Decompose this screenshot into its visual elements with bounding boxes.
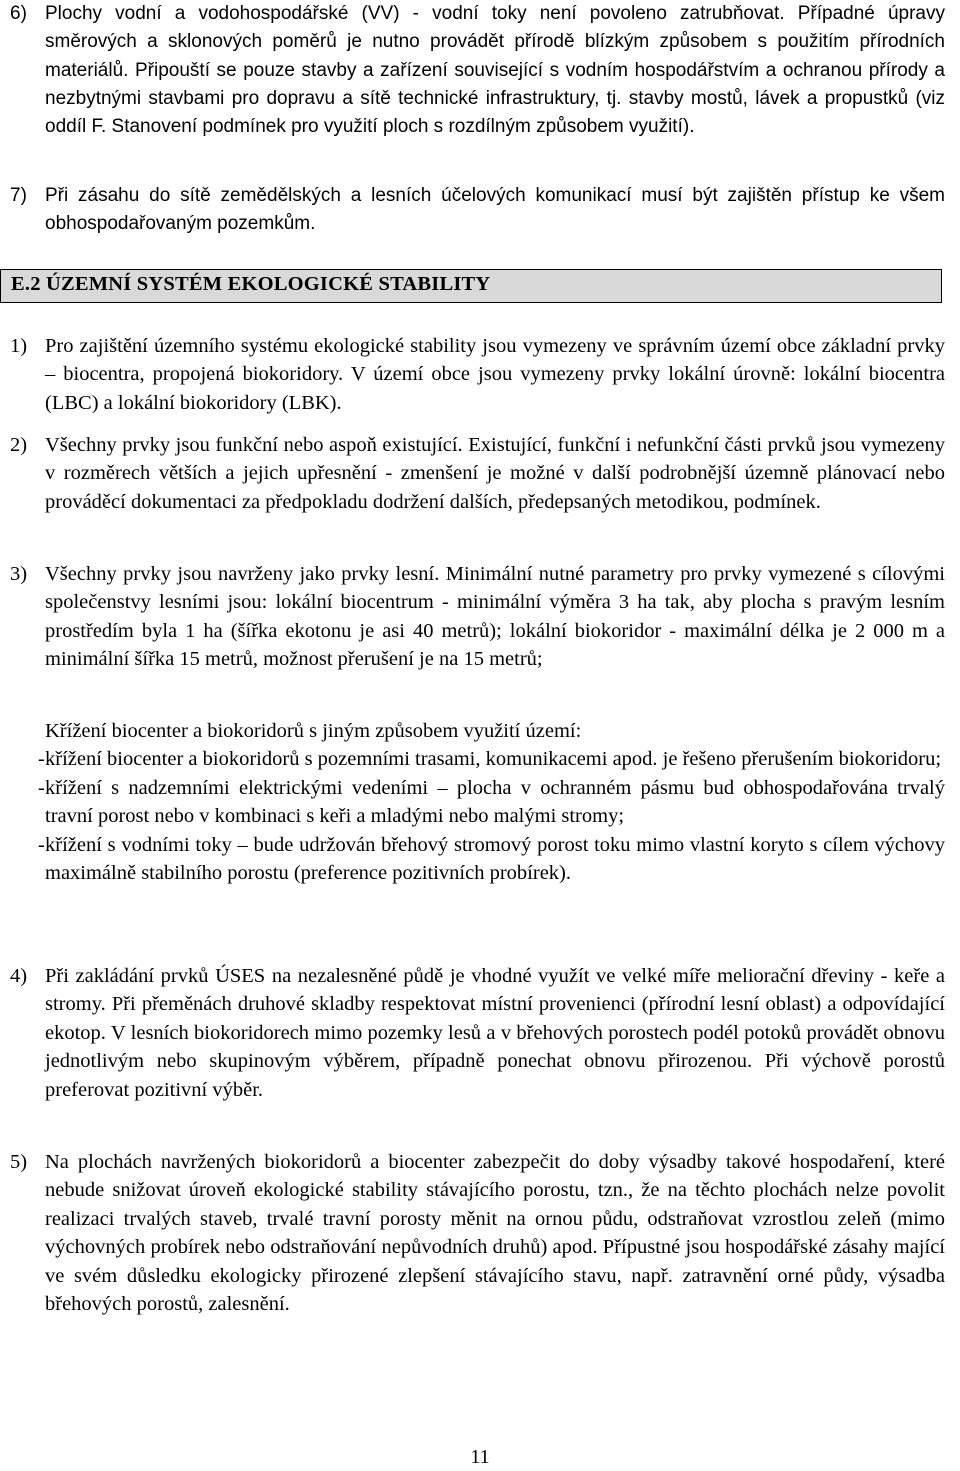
crossing-section: [0, 717, 945, 887]
item-text: Při zásahu do sítě zemědělských a lesních účelových komunikací musí být zajištěn přístup ke všem obhospodařovaným pozemkům.: [45, 185, 945, 235]
item-number: 1): [10, 335, 28, 357]
crossing-item-2: [0, 774, 945, 831]
page-number: 11: [470, 1446, 490, 1468]
item-number: 2): [10, 434, 28, 456]
dash-marker: -: [38, 748, 45, 771]
crossing-title: Křížení biocenter a biokoridorů s jiným způsobem využití území:: [45, 720, 582, 742]
item-number: 3): [10, 563, 28, 585]
item-number: 4): [10, 965, 28, 987]
item-text: Všechny prvky jsou funkční nebo aspoň existující. Existující, funkční i nefunkční části prvků jsou vymezeny v rozměrech větších a jejich upřesnění - zmenšení je možné v další podrobnější územně plánovací nebo prováděcí dokumentaci za předpokladu dodržení dalších, předepsaných metodikou, podmínek.: [45, 434, 945, 513]
item-number: 7): [10, 185, 27, 206]
section-heading-box: [0, 269, 942, 303]
list-item-5: [0, 1148, 945, 1318]
crossing-item-text: křížení biocenter a biokoridorů s pozemními trasami, komunikacemi apod. je řešeno přerušením biokoridoru;: [45, 748, 942, 771]
section-heading: E.2 ÚZEMNÍ SYSTÉM EKOLOGICKÉ STABILITY: [11, 273, 491, 295]
item-text: Na plochách navržených biokoridorů a biocenter zabezpečit do doby výsadby takové hospodaření, které nebude snižovat úroveň ekologické stability stávajícího porostu, tzn., že na těchto plochách nelze povolit realizaci trvalých staveb, trvalé travní porosty měnit na ornou půdu, odstraňovat vzrostlou zeleň (mimo výchovných probírek nebo odstraňování nepůvodních druhů) apod. Přípustné jsou hospodářské zásahy mající ve svém důsledku ekologicky přirozené zlepšení stávajícího stavu, např. zatravnění orné půdy, výsadba břehových porostů, zalesnění.: [45, 1151, 945, 1316]
list-item-6: [0, 0, 945, 141]
list-item-4: [0, 962, 945, 1104]
item-number: 6): [10, 3, 27, 24]
dash-marker: -: [38, 776, 45, 799]
crossing-item-text: křížení s vodními toky – bude udržován břehový stromový porost toku mimo vlastní koryto s cílem výchovy maximálně stabilního porostu (preference pozitivních probírek).: [45, 833, 945, 885]
item-text: Při zakládání prvků ÚSES na nezalesněné půdě je vhodné využít ve velké míře meliorační dřeviny - keře a stromy. Při přeměnách druhové skladby respektovat místní provenienci (přírodní lesní oblast) a odpovídající ekotop. V lesních biokoridorech mimo pozemky lesů a v břehových porostech podél potoků provádět obnovu jednotlivým nebo skupinovým výběrem, případně ponechat obnovu přirozenou. Při výchově porostů preferovat pozitivní výběr.: [45, 965, 945, 1101]
list-item-7: [0, 182, 945, 239]
list-item-1: [0, 332, 945, 417]
item-text: Všechny prvky jsou navrženy jako prvky lesní. Minimální nutné parametry pro prvky vymezené s cílovými společenstvy lesními jsou: lokální biocentrum - minimální výměra 3 ha tak, aby plocha s pravým lesním prostředím byla 1 ha (šířka ekotonu je asi 40 metrů); lokální biokoridor - maximální délka je 2 000 m a minimální šířka 15 metrů, možnost přerušení je na 15 metrů;: [45, 563, 945, 671]
dash-marker: -: [38, 833, 45, 856]
crossing-item-3: [0, 831, 945, 888]
item-text: Pro zajištění územního systému ekologické stability jsou vymezeny ve správním území obce základní prvky – biocentra, propojená biokoridory. V území obce jsou vymezeny prvky lokální úrovně: lokální biocentra (LBC) a lokální biokoridory (LBK).: [45, 335, 945, 414]
list-item-3: [0, 560, 945, 674]
crossing-item-1: [0, 745, 945, 773]
item-text: Plochy vodní a vodohospodářské (VV) - vodní toky není povoleno zatrubňovat. Případné úpravy směrových a sklonových poměrů je nutno provádět přírodě blízkým způsobem s použitím přírodních materiálů. Připouští se pouze stavby a zařízení související s vodním hospodářstvím a ochranou přírody a nezbytnými stavbami pro dopravu a sítě technické infrastruktury, tj. stavby mostů, lávek a propustků (viz oddíl F. Stanovení podmínek pro využití ploch s rozdílným způsobem využití).: [45, 3, 945, 138]
crossing-item-text: křížení s nadzemními elektrickými vedeními – plocha v ochranném pásmu bud obhospodařována trvalý travní porost nebo v kombinaci s keři a mladými nebo malými stromy;: [45, 776, 945, 828]
list-item-2: [0, 431, 945, 516]
item-number: 5): [10, 1151, 28, 1173]
